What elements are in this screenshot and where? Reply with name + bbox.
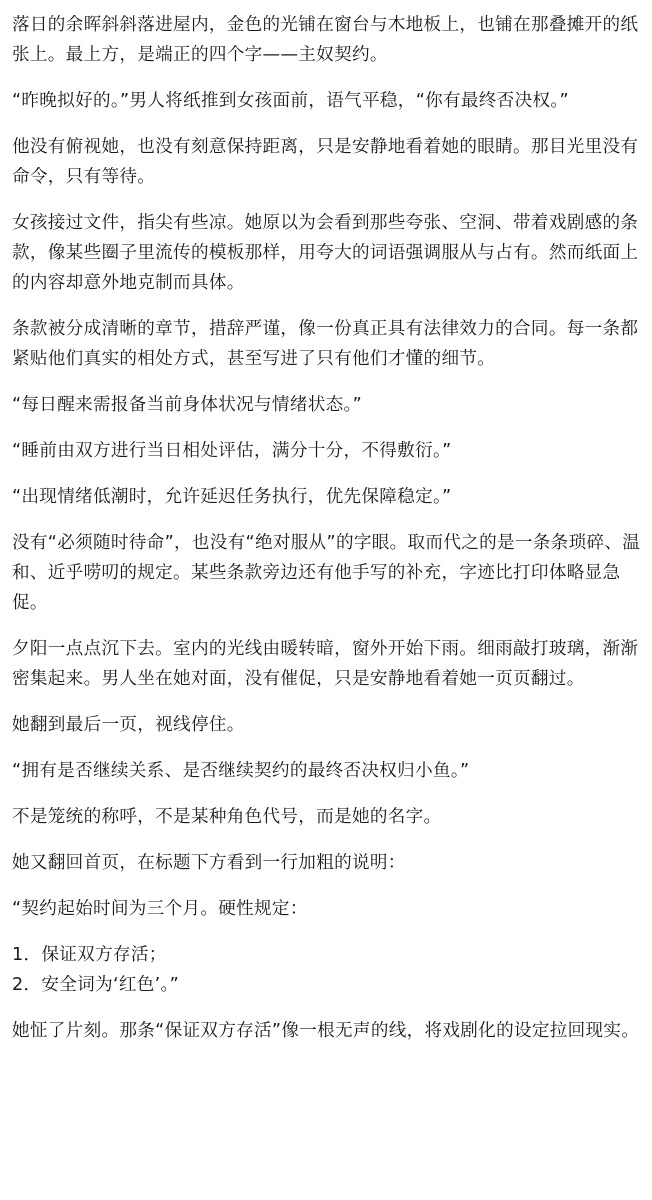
paragraph: 她又翻回首页，在标题下方看到一行加粗的说明：: [12, 853, 406, 873]
paragraph: 他没有俯视她，也没有刻意保持距离，只是安静地看着她的眼睛。那目光里没有命令，只有等待。: [12, 137, 639, 187]
numbered-rules: 1．保证双方存活； 2．安全词为‘红色’。”: [12, 945, 180, 995]
paragraph: “睡前由双方进行当日相处评估，满分十分，不得敷衍。”: [12, 441, 452, 461]
paragraph: 她翻到最后一页，视线停住。: [12, 715, 245, 735]
paragraph: 条款被分成清晰的章节，措辞严谨，像一份真正具有法律效力的合同。每一条都紧贴他们真实的相处方式，甚至写进了只有他们才懂的细节。: [12, 319, 639, 369]
paragraph: 女孩接过文件，指尖有些凉。她原以为会看到那些夸张、空洞、带着戏剧感的条款，像某些圈子里流传的模板那样，用夸大的词语强调服从与占有。然而纸面上的内容却意外地克制而具体。: [12, 213, 639, 293]
paragraph: 落日的余晖斜斜落进屋内，金色的光铺在窗台与木地板上，也铺在那叠摊开的纸张上。最上方，是端正的四个字——主奴契约。: [12, 15, 639, 65]
document-body: [12, 10, 642, 1046]
paragraph: 她怔了片刻。那条“保证双方存活”像一根无声的线，将戏剧化的设定拉回现实。: [12, 1021, 640, 1041]
paragraph: “契约起始时间为三个月。硬性规定：: [12, 899, 308, 919]
paragraph: “每日醒来需报备当前身体状况与情绪状态。”: [12, 395, 363, 415]
paragraph: “昨晚拟好的。”男人将纸推到女孩面前，语气平稳，“你有最终否决权。”: [12, 91, 569, 111]
paragraph: 夕阳一点点沉下去。室内的光线由暖转暗，窗外开始下雨。细雨敲打玻璃，渐渐密集起来。男人坐在她对面，没有催促，只是安静地看着她一页页翻过。: [12, 639, 639, 689]
paragraph: “出现情绪低潮时，允许延迟任务执行，优先保障稳定。”: [12, 487, 452, 507]
paragraph: 不是笼统的称呼，不是某种角色代号，而是她的名字。: [12, 807, 442, 827]
paragraph: 没有“必须随时待命”，也没有“绝对服从”的字眼。取而代之的是一条条琐碎、温和、近乎唠叨的规定。某些条款旁边还有他手写的补充，字迹比打印体略显急促。: [12, 533, 641, 613]
paragraph: “拥有是否继续关系、是否继续契约的最终否决权归小鱼。”: [12, 761, 470, 781]
